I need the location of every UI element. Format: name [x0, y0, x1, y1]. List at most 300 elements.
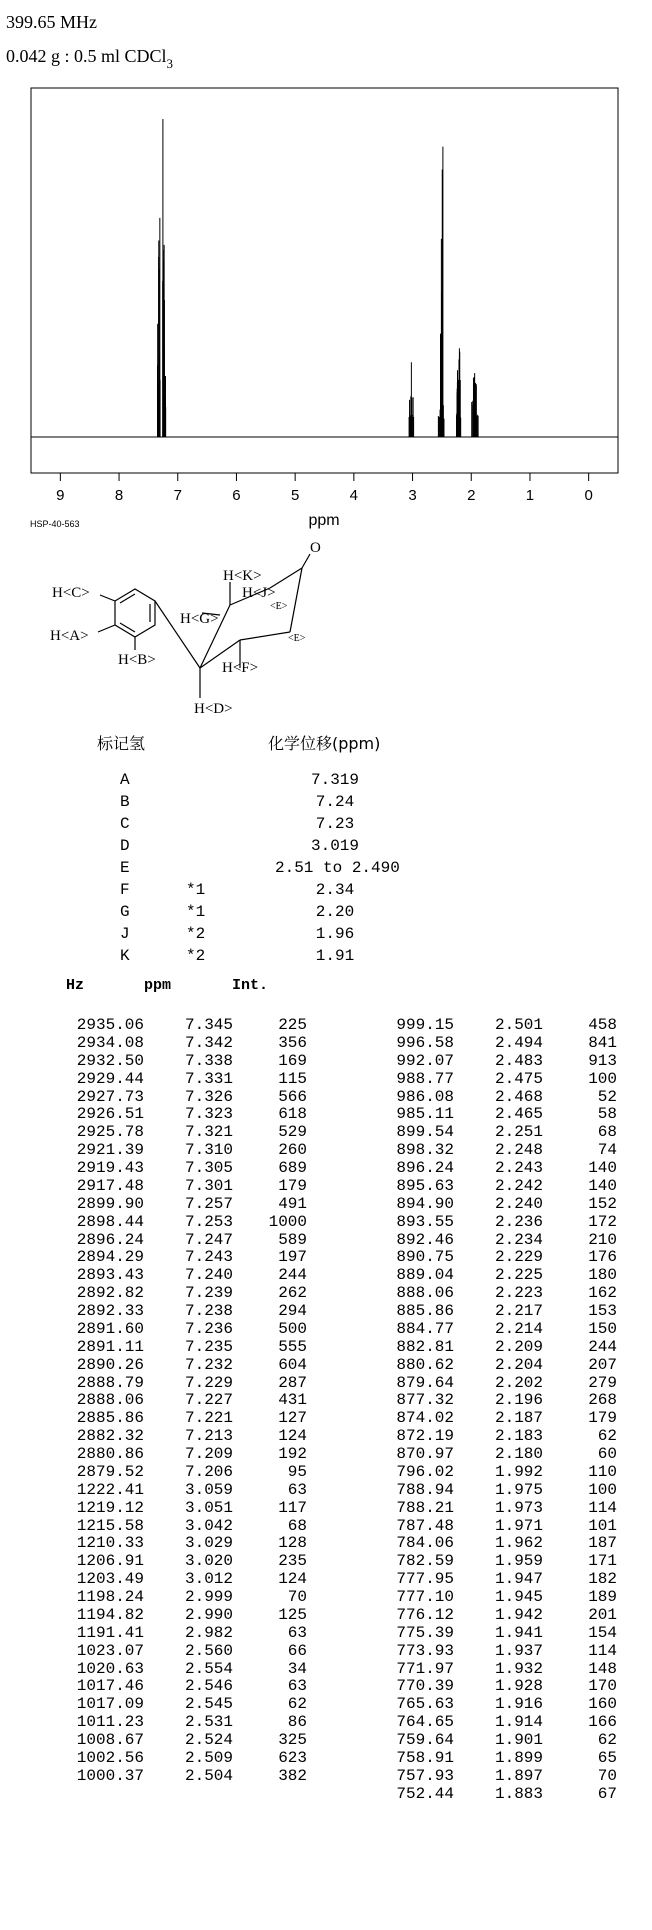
hz-cell: 879.64: [396, 1373, 454, 1392]
hz-cell: 765.63: [396, 1695, 454, 1714]
hz-cell: 2894.29: [76, 1248, 144, 1267]
hz-cell: 2926.51: [76, 1105, 144, 1124]
int-cell: 279: [588, 1373, 617, 1392]
spectrum-code: HSP-40-563: [30, 519, 80, 529]
int-cell: 162: [588, 1284, 617, 1303]
hz-cell: 870.97: [396, 1445, 454, 1463]
h-g-label: H<G>: [180, 611, 219, 627]
int-cell: 207: [588, 1355, 617, 1374]
hz-cell: 2935.06: [76, 1016, 144, 1034]
int-cell: 260: [278, 1141, 307, 1160]
hz-cell: 796.02: [396, 1462, 454, 1481]
int-cell: 268: [588, 1391, 617, 1410]
ppm-cell: 2.531: [184, 1713, 233, 1732]
hz-cell: 1017.46: [76, 1677, 144, 1696]
ppm-cell: 3.051: [184, 1498, 233, 1517]
ppm-cell: 7.240: [184, 1266, 233, 1285]
int-cell: 125: [278, 1605, 307, 1624]
hz-header: Hz: [66, 977, 85, 994]
hz-cell: 775.39: [396, 1623, 454, 1642]
ppm-cell: 7.213: [184, 1427, 233, 1446]
ppm-cell: 7.232: [184, 1355, 233, 1374]
hz-cell: 776.12: [396, 1605, 454, 1624]
hz-cell: 2888.79: [76, 1373, 144, 1392]
ppm-cell: 2.183: [494, 1427, 543, 1446]
int-cell: 197: [278, 1248, 307, 1267]
assignment-label: K: [120, 947, 130, 965]
x-tick-label: 1: [525, 487, 535, 504]
int-cell: 34: [287, 1659, 307, 1678]
ppm-cell: 1.937: [494, 1641, 543, 1660]
ppm-cell: 3.020: [184, 1552, 233, 1571]
int-cell: 500: [278, 1319, 307, 1338]
int-cell: 110: [588, 1462, 617, 1481]
ppm-cell: 1.899: [494, 1748, 543, 1767]
ppm-cell: 2.990: [184, 1605, 233, 1624]
assignment-shift: 7.24: [315, 793, 355, 811]
hz-cell: 880.62: [396, 1355, 454, 1374]
ppm-cell: 2.209: [494, 1337, 543, 1356]
ppm-cell: 1.973: [494, 1498, 543, 1517]
assignment-label: J: [120, 925, 130, 943]
int-cell: 70: [287, 1588, 307, 1606]
assignment-label: F: [120, 881, 130, 899]
ppm-cell: 2.234: [494, 1230, 543, 1249]
hz-cell: 893.55: [396, 1212, 454, 1231]
hz-cell: 1191.41: [76, 1623, 144, 1642]
ppm-cell: 7.229: [184, 1373, 233, 1392]
int-cell: 127: [278, 1409, 307, 1428]
int-cell: 150: [588, 1319, 617, 1338]
hz-cell: 1020.63: [76, 1659, 144, 1678]
hz-cell: 896.24: [396, 1159, 454, 1177]
hz-cell: 999.15: [396, 1016, 454, 1034]
ppm-cell: 2.225: [494, 1266, 543, 1285]
ppm-cell: 1.962: [494, 1534, 543, 1553]
assignment-label: C: [120, 815, 130, 833]
hz-cell: 1023.07: [76, 1641, 144, 1660]
ppm-cell: 1.942: [494, 1605, 543, 1624]
assignment-shift: 1.91: [315, 947, 355, 965]
ppm-cell: 2.214: [494, 1319, 543, 1338]
int-cell: 160: [588, 1695, 617, 1714]
int-cell: 128: [278, 1534, 307, 1553]
ppm-cell: 1.901: [494, 1731, 543, 1749]
hz-cell: 2929.44: [76, 1069, 144, 1088]
int-cell: 74: [597, 1141, 617, 1160]
ppm-cell: 7.209: [184, 1445, 233, 1463]
hz-cell: 1194.82: [76, 1605, 144, 1624]
int-header: Int.: [232, 977, 269, 994]
assignment-note: *2: [186, 925, 206, 943]
hz-cell: 1222.41: [76, 1480, 144, 1499]
ppm-cell: 2.180: [494, 1445, 543, 1463]
hz-cell: 2890.26: [76, 1355, 144, 1374]
assignment-shift: 2.51 to 2.490: [275, 859, 400, 877]
x-tick-label: 4: [349, 487, 359, 504]
int-cell: 117: [278, 1498, 307, 1517]
ppm-cell: 1.959: [494, 1552, 543, 1571]
hz-cell: 1206.91: [76, 1552, 144, 1571]
e2-label: <E>: [288, 633, 306, 644]
ppm-cell: 1.975: [494, 1480, 543, 1499]
int-cell: 153: [588, 1302, 617, 1320]
hz-cell: 874.02: [396, 1409, 454, 1428]
ppm-cell: 2.465: [494, 1105, 543, 1124]
ppm-cell: 2.196: [494, 1391, 543, 1410]
ppm-cell: 2.999: [184, 1588, 233, 1606]
ppm-cell: 7.305: [184, 1159, 233, 1177]
x-tick-label: 3: [408, 487, 417, 504]
x-tick-label: 8: [114, 487, 124, 504]
int-cell: 115: [278, 1069, 307, 1088]
ppm-cell: 2.248: [494, 1141, 543, 1160]
ppm-cell: 2.229: [494, 1248, 543, 1267]
hz-cell: 2932.50: [76, 1051, 144, 1070]
ppm-cell: 2.554: [184, 1659, 233, 1678]
hz-cell: 892.46: [396, 1230, 454, 1249]
x-axis-ticks: [56, 473, 593, 504]
hz-cell: 899.54: [396, 1123, 454, 1142]
hz-cell: 1000.37: [76, 1766, 144, 1785]
int-cell: 70: [597, 1766, 617, 1785]
plot-frame: [31, 88, 618, 473]
hz-cell: 877.32: [396, 1391, 454, 1410]
int-cell: 187: [588, 1534, 617, 1553]
hz-cell: 890.75: [396, 1248, 454, 1267]
ppm-cell: 3.042: [184, 1516, 233, 1535]
int-cell: 100: [588, 1069, 617, 1088]
hz-cell: 788.94: [396, 1480, 454, 1499]
ppm-cell: 7.257: [184, 1194, 233, 1213]
hc-bond: [100, 595, 115, 601]
int-cell: 62: [597, 1427, 617, 1446]
ha-bond: [98, 625, 115, 632]
int-cell: 63: [287, 1623, 307, 1642]
hz-cell: 895.63: [396, 1176, 454, 1195]
assignment-row: [120, 769, 420, 791]
int-cell: 62: [287, 1695, 307, 1714]
int-cell: 604: [278, 1355, 307, 1374]
int-cell: 166: [588, 1713, 617, 1732]
ppm-cell: 7.321: [184, 1123, 233, 1142]
ppm-cell: 7.253: [184, 1212, 233, 1231]
hz-cell: 2880.86: [76, 1445, 144, 1463]
int-cell: 179: [278, 1176, 307, 1195]
ppm-cell: 2.546: [184, 1677, 233, 1696]
int-cell: 689: [278, 1159, 307, 1177]
h-k-label: H<K>: [223, 568, 262, 584]
int-cell: 325: [278, 1731, 307, 1749]
int-cell: 124: [278, 1570, 307, 1589]
hz-cell: 1203.49: [76, 1570, 144, 1589]
ppm-cell: 2.236: [494, 1212, 543, 1231]
x-tick-label: 2: [467, 487, 476, 504]
h-f-label: H<F>: [222, 660, 259, 676]
h-c-label: H<C>: [52, 585, 90, 601]
int-cell: 140: [588, 1159, 617, 1177]
h-d-label: H<D>: [194, 701, 233, 717]
int-cell: 179: [588, 1409, 617, 1428]
hz-cell: 2925.78: [76, 1123, 144, 1142]
assignment-row: [120, 791, 420, 813]
ppm-cell: 7.301: [184, 1176, 233, 1195]
molecule-structure: [40, 540, 400, 720]
ppm-cell: 2.217: [494, 1302, 543, 1320]
ppm-cell: 1.945: [494, 1588, 543, 1606]
int-cell: 201: [588, 1605, 617, 1624]
int-cell: 66: [287, 1641, 307, 1660]
int-cell: 244: [278, 1266, 307, 1285]
ppm-cell: 2.251: [494, 1123, 543, 1142]
int-cell: 95: [287, 1462, 307, 1481]
ppm-cell: 7.243: [184, 1248, 233, 1267]
int-cell: 180: [588, 1266, 617, 1285]
hz-cell: 773.93: [396, 1641, 454, 1660]
int-cell: 170: [588, 1677, 617, 1696]
assignment-row: [120, 813, 420, 835]
int-cell: 210: [588, 1230, 617, 1249]
assignment-label: B: [120, 793, 130, 811]
assignment-shift: 2.20: [315, 903, 355, 921]
ppm-cell: 1.971: [494, 1516, 543, 1535]
hz-cell: 2879.52: [76, 1462, 144, 1481]
ppm-cell: 2.560: [184, 1641, 233, 1660]
int-cell: 356: [278, 1033, 307, 1052]
ppm-cell: 2.223: [494, 1284, 543, 1303]
ppm-cell: 2.243: [494, 1159, 543, 1177]
ppm-cell: 1.947: [494, 1570, 543, 1589]
ppm-cell: 2.501: [494, 1016, 543, 1034]
ppm-cell: 7.323: [184, 1105, 233, 1124]
hz-cell: 759.64: [396, 1731, 454, 1749]
ppm-cell: 1.883: [494, 1784, 543, 1803]
hz-cell: 872.19: [396, 1427, 454, 1446]
int-cell: 176: [588, 1248, 617, 1267]
int-cell: 114: [588, 1498, 617, 1517]
hz-cell: 788.21: [396, 1498, 454, 1517]
assignment-label: D: [120, 837, 130, 855]
int-cell: 65: [597, 1748, 617, 1767]
ring-bond: [290, 568, 302, 632]
hz-cell: 889.04: [396, 1266, 454, 1285]
ppm-cell: 3.059: [184, 1480, 233, 1499]
ppm-header: ppm: [144, 977, 172, 994]
int-cell: 152: [588, 1194, 617, 1213]
hz-cell: 1002.56: [76, 1748, 144, 1767]
ppm-cell: 7.342: [184, 1033, 233, 1052]
hz-cell: 2891.11: [76, 1337, 144, 1356]
int-cell: 529: [278, 1123, 307, 1142]
int-cell: 86: [287, 1713, 307, 1732]
hz-cell: 757.93: [396, 1766, 454, 1785]
assignment-shift: 3.019: [310, 837, 359, 855]
int-cell: 618: [278, 1105, 307, 1124]
hz-cell: 986.08: [396, 1087, 454, 1106]
hz-cell: 758.91: [396, 1748, 454, 1767]
hz-cell: 1017.09: [76, 1695, 144, 1714]
assignment-label-header: 标记氢: [97, 734, 146, 753]
int-cell: 100: [588, 1480, 617, 1499]
hz-cell: 787.48: [396, 1516, 454, 1535]
ppm-cell: 7.247: [184, 1230, 233, 1249]
hz-cell: 764.65: [396, 1713, 454, 1732]
hz-cell: 2891.60: [76, 1319, 144, 1338]
assignment-label: G: [120, 903, 130, 921]
int-cell: 431: [278, 1391, 307, 1410]
assignment-note: *1: [186, 903, 206, 921]
ppm-cell: 7.221: [184, 1409, 233, 1428]
ppm-cell: 1.992: [494, 1462, 543, 1481]
assignment-row: [120, 923, 420, 945]
ring-bond: [240, 632, 290, 640]
ppm-cell: 7.345: [184, 1016, 233, 1034]
ppm-cell: 7.236: [184, 1319, 233, 1338]
hz-cell: 2888.06: [76, 1391, 144, 1410]
ppm-cell: 7.331: [184, 1069, 233, 1088]
hz-cell: 1198.24: [76, 1588, 144, 1606]
ppm-cell: 2.204: [494, 1355, 543, 1374]
int-cell: 491: [278, 1194, 307, 1213]
x-tick-label: 0: [584, 487, 593, 504]
hz-cell: 2896.24: [76, 1230, 144, 1249]
hz-cell: 996.58: [396, 1033, 454, 1052]
ppm-cell: 7.227: [184, 1391, 233, 1410]
int-cell: 148: [588, 1659, 617, 1678]
assignment-note: *2: [186, 947, 206, 965]
ppm-cell: 2.494: [494, 1033, 543, 1052]
int-cell: 262: [278, 1284, 307, 1303]
int-cell: 225: [278, 1016, 307, 1034]
int-cell: 63: [287, 1480, 307, 1499]
x-tick-label: 6: [232, 487, 241, 504]
int-cell: 235: [278, 1552, 307, 1571]
x-tick-label: 9: [56, 487, 65, 504]
h-b-label: H<B>: [118, 652, 156, 668]
ppm-cell: 7.206: [184, 1462, 233, 1481]
int-cell: 63: [287, 1677, 307, 1696]
assignment-row: [120, 857, 420, 879]
assignment-shift: 7.23: [315, 815, 355, 833]
int-cell: 52: [597, 1087, 617, 1106]
hz-cell: 2892.82: [76, 1284, 144, 1303]
hz-cell: 752.44: [396, 1784, 454, 1803]
int-cell: 67: [597, 1784, 617, 1803]
assignment-shift: 7.319: [310, 771, 359, 789]
hz-cell: 894.90: [396, 1194, 454, 1213]
hz-cell: 2893.43: [76, 1266, 144, 1285]
spectrometer-frequency: 399.65 MHz: [6, 12, 97, 32]
int-cell: 566: [278, 1087, 307, 1106]
ppm-cell: 7.326: [184, 1087, 233, 1106]
hz-cell: 777.95: [396, 1570, 454, 1589]
ring-double-bond: [120, 623, 135, 632]
assignment-table: [120, 769, 420, 967]
int-cell: 382: [278, 1766, 307, 1785]
hz-cell: 1008.67: [76, 1731, 144, 1749]
int-cell: 58: [597, 1105, 617, 1124]
int-cell: 623: [278, 1748, 307, 1767]
int-cell: 140: [588, 1176, 617, 1195]
hz-cell: 771.97: [396, 1659, 454, 1678]
hz-cell: 882.81: [396, 1337, 454, 1356]
assignment-label: E: [120, 859, 130, 877]
hz-cell: 770.39: [396, 1677, 454, 1696]
int-cell: 60: [597, 1445, 617, 1463]
int-cell: 913: [588, 1051, 617, 1070]
hz-cell: 885.86: [396, 1302, 454, 1320]
ppm-cell: 1.916: [494, 1695, 543, 1714]
benzene-ring: [115, 589, 155, 637]
int-cell: 114: [588, 1641, 617, 1660]
int-cell: 171: [588, 1552, 617, 1571]
hz-cell: 2882.32: [76, 1427, 144, 1446]
assignment-shift: 2.34: [315, 881, 355, 899]
assignment-row: [120, 901, 420, 923]
ppm-cell: 1.928: [494, 1677, 543, 1696]
assignment-note: *1: [186, 881, 206, 899]
hz-cell: 992.07: [396, 1051, 454, 1070]
int-cell: 154: [588, 1623, 617, 1642]
h-a-label: H<A>: [50, 628, 89, 644]
x-tick-label: 7: [173, 487, 182, 504]
h-j-label: H<J>: [242, 585, 276, 601]
int-cell: 124: [278, 1427, 307, 1446]
hz-cell: 782.59: [396, 1552, 454, 1571]
hz-cell: 2885.86: [76, 1409, 144, 1428]
ppm-cell: 1.914: [494, 1713, 543, 1732]
int-cell: 555: [278, 1337, 307, 1356]
ppm-cell: 7.310: [184, 1141, 233, 1160]
int-cell: 169: [278, 1051, 307, 1070]
assignment-shift: 1.96: [315, 925, 355, 943]
int-cell: 1000: [268, 1212, 307, 1231]
x-axis-label: ppm: [308, 512, 340, 529]
ppm-cell: 2.509: [184, 1748, 233, 1767]
ppm-cell: 7.235: [184, 1337, 233, 1356]
int-cell: 294: [278, 1302, 307, 1320]
ppm-cell: 2.468: [494, 1087, 543, 1106]
ppm-cell: 1.932: [494, 1659, 543, 1678]
assignment-row: [120, 835, 420, 857]
nmr-spectrum-chart: [0, 0, 652, 530]
hz-cell: 884.77: [396, 1319, 454, 1338]
ppm-cell: 7.238: [184, 1302, 233, 1320]
hz-cell: 1011.23: [76, 1713, 144, 1732]
oxygen-label: O: [310, 540, 321, 556]
ppm-cell: 2.475: [494, 1069, 543, 1088]
ring-double-bond: [120, 594, 135, 603]
int-cell: 192: [278, 1445, 307, 1463]
hz-cell: 2919.43: [76, 1159, 144, 1177]
ppm-cell: 2.982: [184, 1623, 233, 1642]
hz-cell: 1210.33: [76, 1534, 144, 1553]
int-cell: 101: [588, 1516, 617, 1535]
hz-cell: 777.10: [396, 1588, 454, 1606]
ppm-cell: 2.504: [184, 1766, 233, 1785]
int-cell: 589: [278, 1230, 307, 1249]
int-cell: 172: [588, 1212, 617, 1231]
ppm-cell: 3.029: [184, 1534, 233, 1553]
e1-label: <E>: [270, 601, 288, 612]
ppm-cell: 7.338: [184, 1051, 233, 1070]
hz-cell: 2921.39: [76, 1141, 144, 1160]
x-tick-label: 5: [290, 487, 300, 504]
carbonyl-bond: [302, 554, 310, 568]
hz-cell: 1215.58: [76, 1516, 144, 1535]
hz-cell: 2892.33: [76, 1302, 144, 1320]
int-cell: 62: [597, 1731, 617, 1749]
